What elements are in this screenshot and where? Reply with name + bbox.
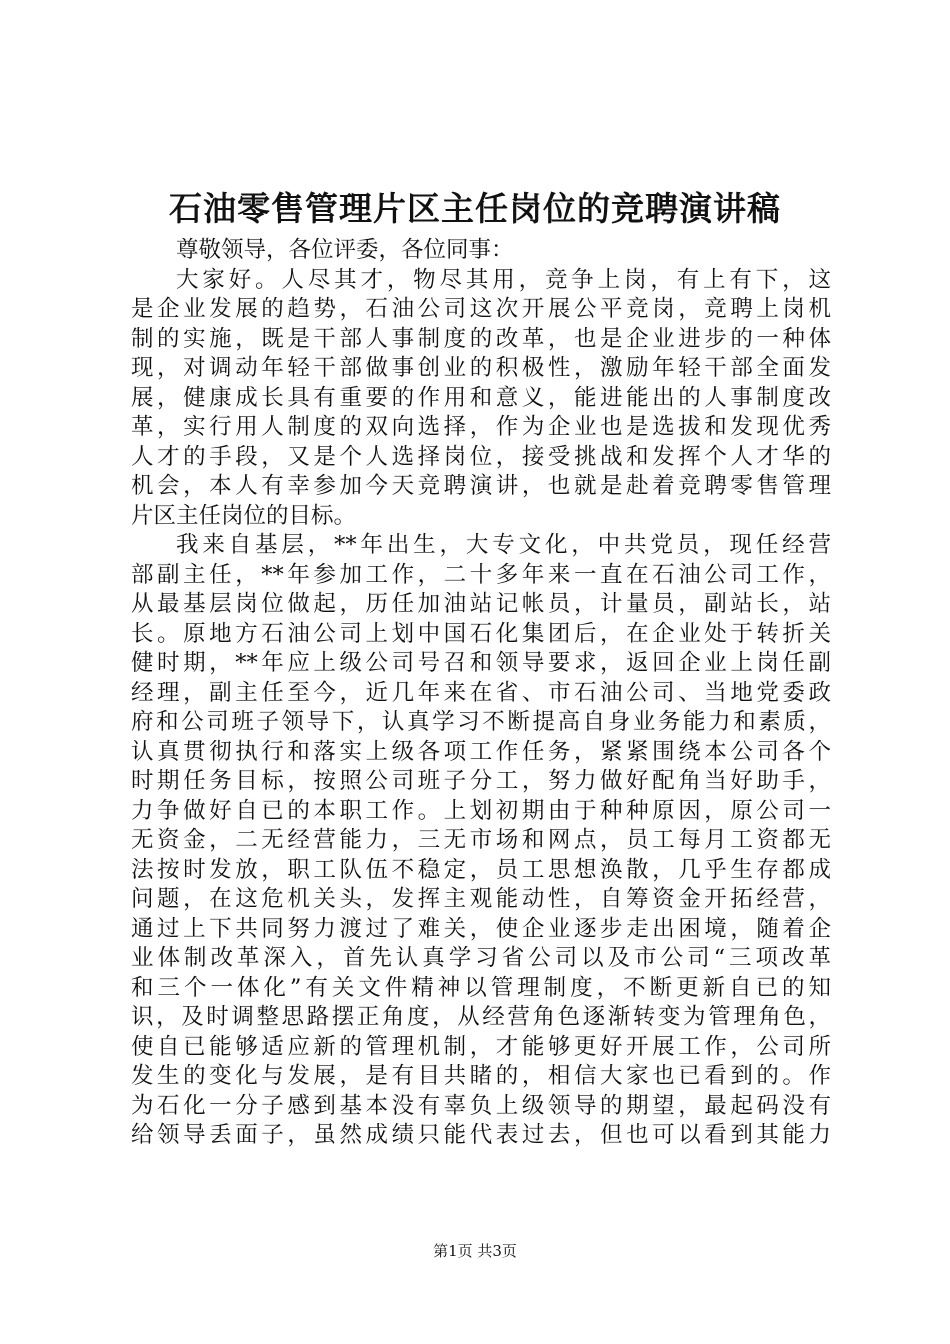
body-line: 片区主任岗位的目标。 [131,502,357,529]
document-title: 石油零售管理片区主任岗位的竞聘演讲稿 [169,189,781,228]
body-line: 使自已能够适应新的管理机制，才能够更好开展工作，公司所 [131,1033,831,1060]
body-line: 业体制改革深入，首先认真学习省公司以及市公司“三项改革 [131,945,831,971]
body-line: 人才的手段，又是个人选择岗位，接受挑战和发挥个人才华的 [131,443,831,470]
body-line: 法按时发放，职工队伍不稳定，员工思想涣散，几乎生存都成 [131,856,831,883]
document-body [131,236,831,1151]
body-line: 府和公司班子领导下，认真学习不断提高自身业务能力和素质， [131,709,831,735]
body-line: 通过上下共同努力渡过了难关，使企业逐步走出困境，随着企 [131,915,831,942]
body-line: 革，实行用人制度的双向选择，作为企业也是选拔和发现优秀 [131,414,831,440]
body-line: 认真贯彻执行和落实上级各项工作任务，紧紧围绕本公司各个 [131,738,831,765]
body-line: 识，及时调整思路摆正角度，从经营角色逐渐转变为管理角色， [131,1004,831,1030]
body-line: 发生的变化与发展，是有目共睹的，相信大家也已看到的。作 [131,1063,831,1089]
body-line: 是企业发展的趋势，石油公司这次开展公平竞岗，竞聘上岗机 [131,296,831,322]
salutation-line: 尊敬领导，各位评委，各位同事： [176,237,514,263]
body-line: 为石化一分子感到基本没有辜负上级领导的期望，最起码没有 [131,1092,831,1119]
body-line: 我来自基层，**年出生，大专文化，中共党员，现任经营 [176,532,831,558]
body-line: 和三个一体化”有关文件精神以管理制度，不断更新自已的知 [131,974,831,1001]
body-line: 现，对调动年轻干部做事创业的积极性，激励年轻干部全面发 [131,355,831,381]
body-line: 健时期，**年应上级公司号召和领导要求，返回企业上岗任副 [131,650,831,676]
body-line: 长。原地方石油公司上划中国石化集团后，在企业处于转折关 [131,620,831,647]
body-line: 力争做好自已的本职工作。上划初期由于种种原因，原公司一 [131,797,831,824]
body-line: 问题，在这危机关头，发挥主观能动性，自筹资金开拓经营， [131,886,831,912]
body-line: 展，健康成长具有重要的作用和意义，能进能出的人事制度改 [131,384,831,411]
page-footer: 第1页 共3页 [433,1242,517,1260]
body-line: 机会，本人有幸参加今天竞聘演讲，也就是赴着竞聘零售管理 [131,473,831,499]
body-line: 制的实施，既是干部人事制度的改革，也是企业进步的一种体 [131,325,831,352]
body-line: 时期任务目标，按照公司班子分工，努力做好配角当好助手， [131,768,831,794]
body-line: 无资金，二无经营能力，三无市场和网点，员工每月工资都无 [131,827,831,853]
body-line: 大家好。人尽其才，物尽其用，竞争上岗，有上有下，这 [176,266,831,293]
body-line: 部副主任，**年参加工作，二十多年来一直在石油公司工作， [131,561,831,588]
body-line: 经理，副主任至今，近几年来在省、市石油公司、当地党委政 [131,679,831,706]
body-line: 给领导丢面子，虽然成绩只能代表过去，但也可以看到其能力 [131,1122,831,1148]
body-line: 从最基层岗位做起，历任加油站记帐员，计量员，副站长，站 [131,591,831,617]
